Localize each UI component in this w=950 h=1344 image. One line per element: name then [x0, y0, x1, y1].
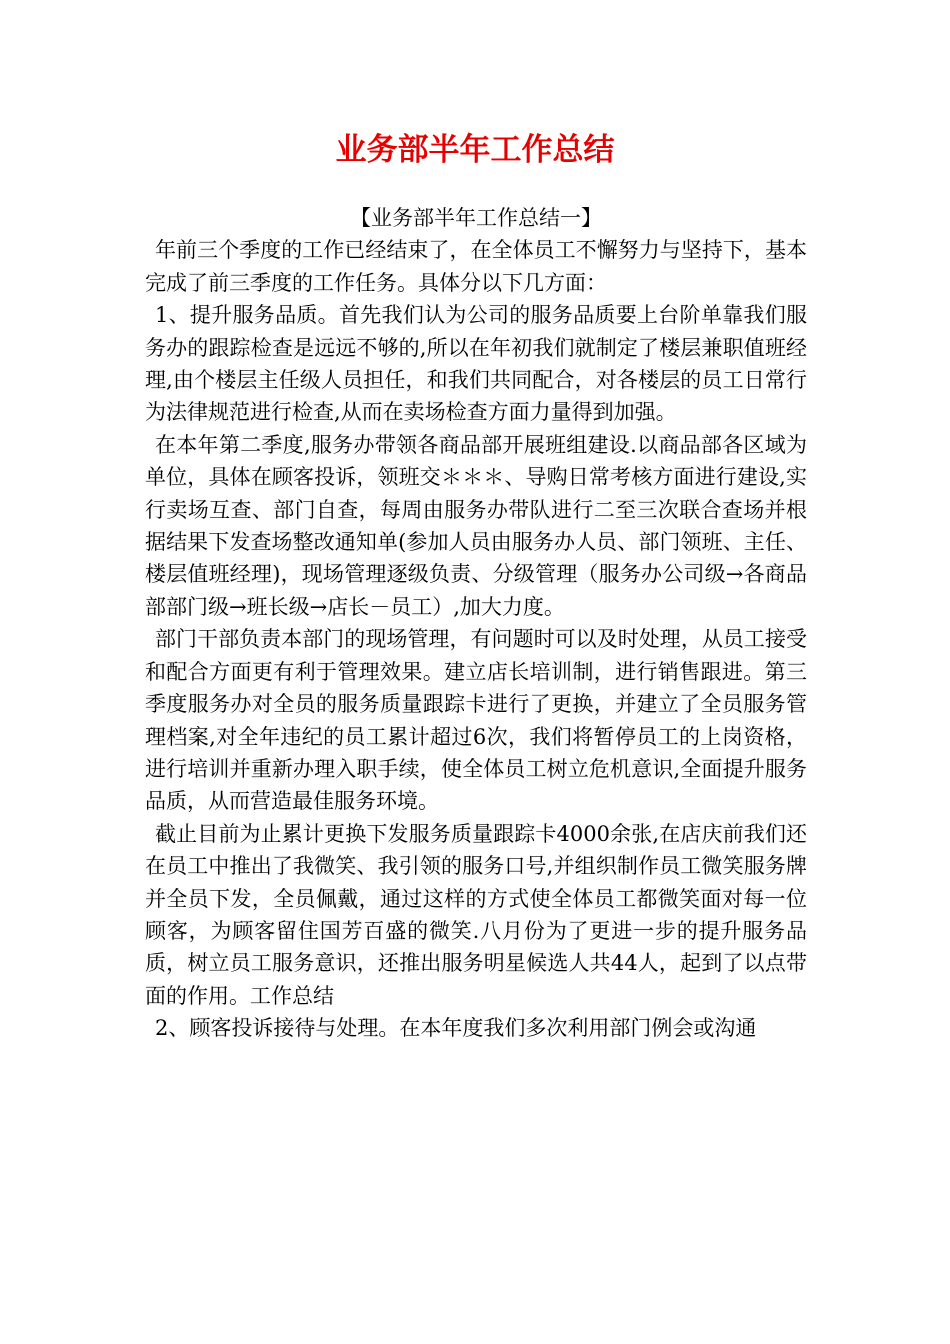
paragraph-department-management: 部门干部负责本部门的现场管理，有问题时可以及时处理，从员工接受和配合方面更有利于管理效果。建立店长培训制，进行销售跟进。第三季度服务办对全员的服务质量跟踪卡进行了更换，并建立了全员服务管理档案,对全年违纪的员工累计超过6次，我们将暂停员工的上岗资格，进行培训并重新办理入职手续，使全体员工树立危机意识,全面提升服务品质，从而营造最佳服务环境。: [145, 627, 807, 814]
paragraph-complaints: 2、顾客投诉接待与处理。在本年度我们多次利用部门例会或沟通: [155, 1016, 757, 1041]
paragraph-intro: 年前三个季度的工作已经结束了，在全体员工不懈努力与坚持下，基本完成了前三季度的工作任务。具体分以下几方面：: [145, 238, 807, 295]
paragraph-team-building: 在本年第二季度,服务办带领各商品部开展班组建设.以商品部各区域为单位，具体在顾客投诉，领班交＊＊＊、导购日常考核方面进行建设,实行卖场互查、部门自查，每周由服务办带队进行二至三次联合查场并根据结果下发查场整改通知单(参加人员由服务办人员、部门领班、主任、楼层值班经理)，现场管理逐级负责、分级管理（服务办公司级→各商品部部门级→班长级→店长－员工）,加大力度。: [145, 432, 807, 619]
document-body: [145, 202, 807, 1045]
paragraph-service-quality: 1、提升服务品质。首先我们认为公司的服务品质要上台阶单靠我们服务办的跟踪检查是远远不够的,所以在年初我们就制定了楼层兼职值班经理,由个楼层主任级人员担任，和我们共同配合，对各楼层的员工日常行为法律规范进行检查,从而在卖场检查方面力量得到加强。: [145, 303, 807, 425]
paragraph-tracking-cards: 截止目前为止累计更换下发服务质量跟踪卡4000余张,在店庆前我们还在员工中推出了我微笑、我引领的服务口号,并组织制作员工微笑服务牌并全员下发，全员佩戴，通过这样的方式使全体员工都微笑面对每一位顾客，为顾客留住国芳百盛的微笑.八月份为了更进一步的提升服务品质，树立员工服务意识，还推出服务明星候选人共44人，起到了以点带面的作用。工作总结: [145, 821, 807, 1008]
section-subtitle: 【业务部半年工作总结一】: [350, 206, 602, 230]
document-title: 业务部半年工作总结: [335, 132, 615, 168]
